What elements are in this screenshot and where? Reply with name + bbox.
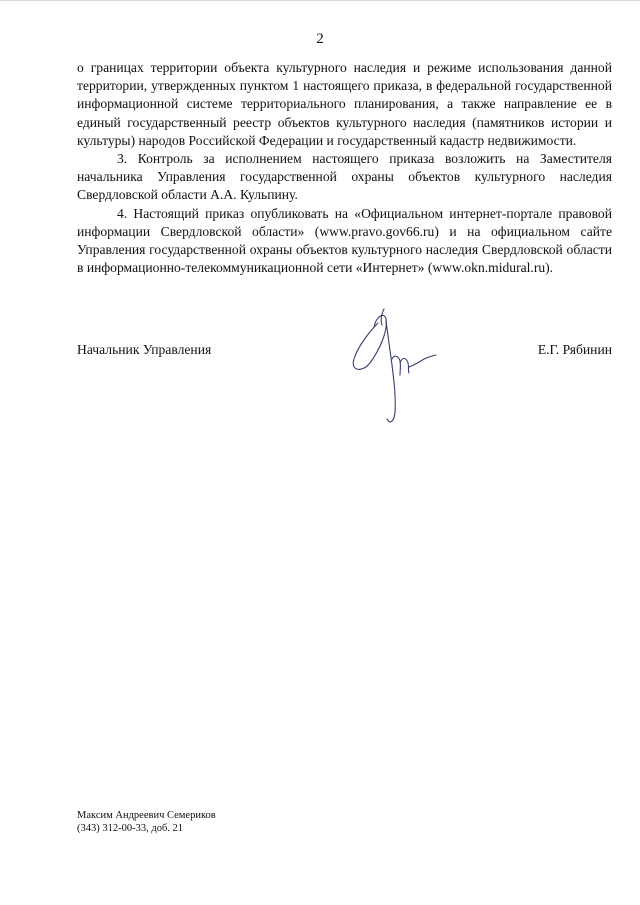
signatory-position: Начальник Управления <box>77 342 212 357</box>
page-number: 2 <box>316 31 324 47</box>
executor-name: Максим Андреевич Семериков <box>77 810 216 821</box>
document-body <box>77 59 612 277</box>
signature-block <box>77 341 612 361</box>
paragraph-item-4: 4. Настоящий приказ опубликовать на «Официальном интернет-портале правовой информации Свердловской области» (www.pravo.gov66.ru) и на официальном сайте Управления государственной охраны объектов культурного наследия Свердловской области в информационно-телекоммуникационной сети «Интернет» (www.okn.midural.ru). <box>77 205 612 276</box>
paragraph-item-3: 3. Контроль за исполнением настоящего приказа возложить на Заместителя начальника Управления государственной охраны объектов культурного наследия Свердловской области А.А. Кульпину. <box>77 151 612 203</box>
paragraph-continuation: о границах территории объекта культурного наследия и режиме использования данной территории, утвержденных пунктом 1 настоящего приказа, в федеральной государственной информационной системе территориального планирования, а также направление ее в единый государственный реестр объектов культурного наследия (памятников истории и культуры) народов Российской Федерации и государственный кадастр недвижимости. <box>77 60 612 148</box>
signatory-name: Е.Г. Рябинин <box>537 342 612 357</box>
executor-info <box>77 809 216 835</box>
handwritten-signature <box>340 301 450 426</box>
executor-phone: (343) 312-00-33, доб. 21 <box>77 823 184 834</box>
